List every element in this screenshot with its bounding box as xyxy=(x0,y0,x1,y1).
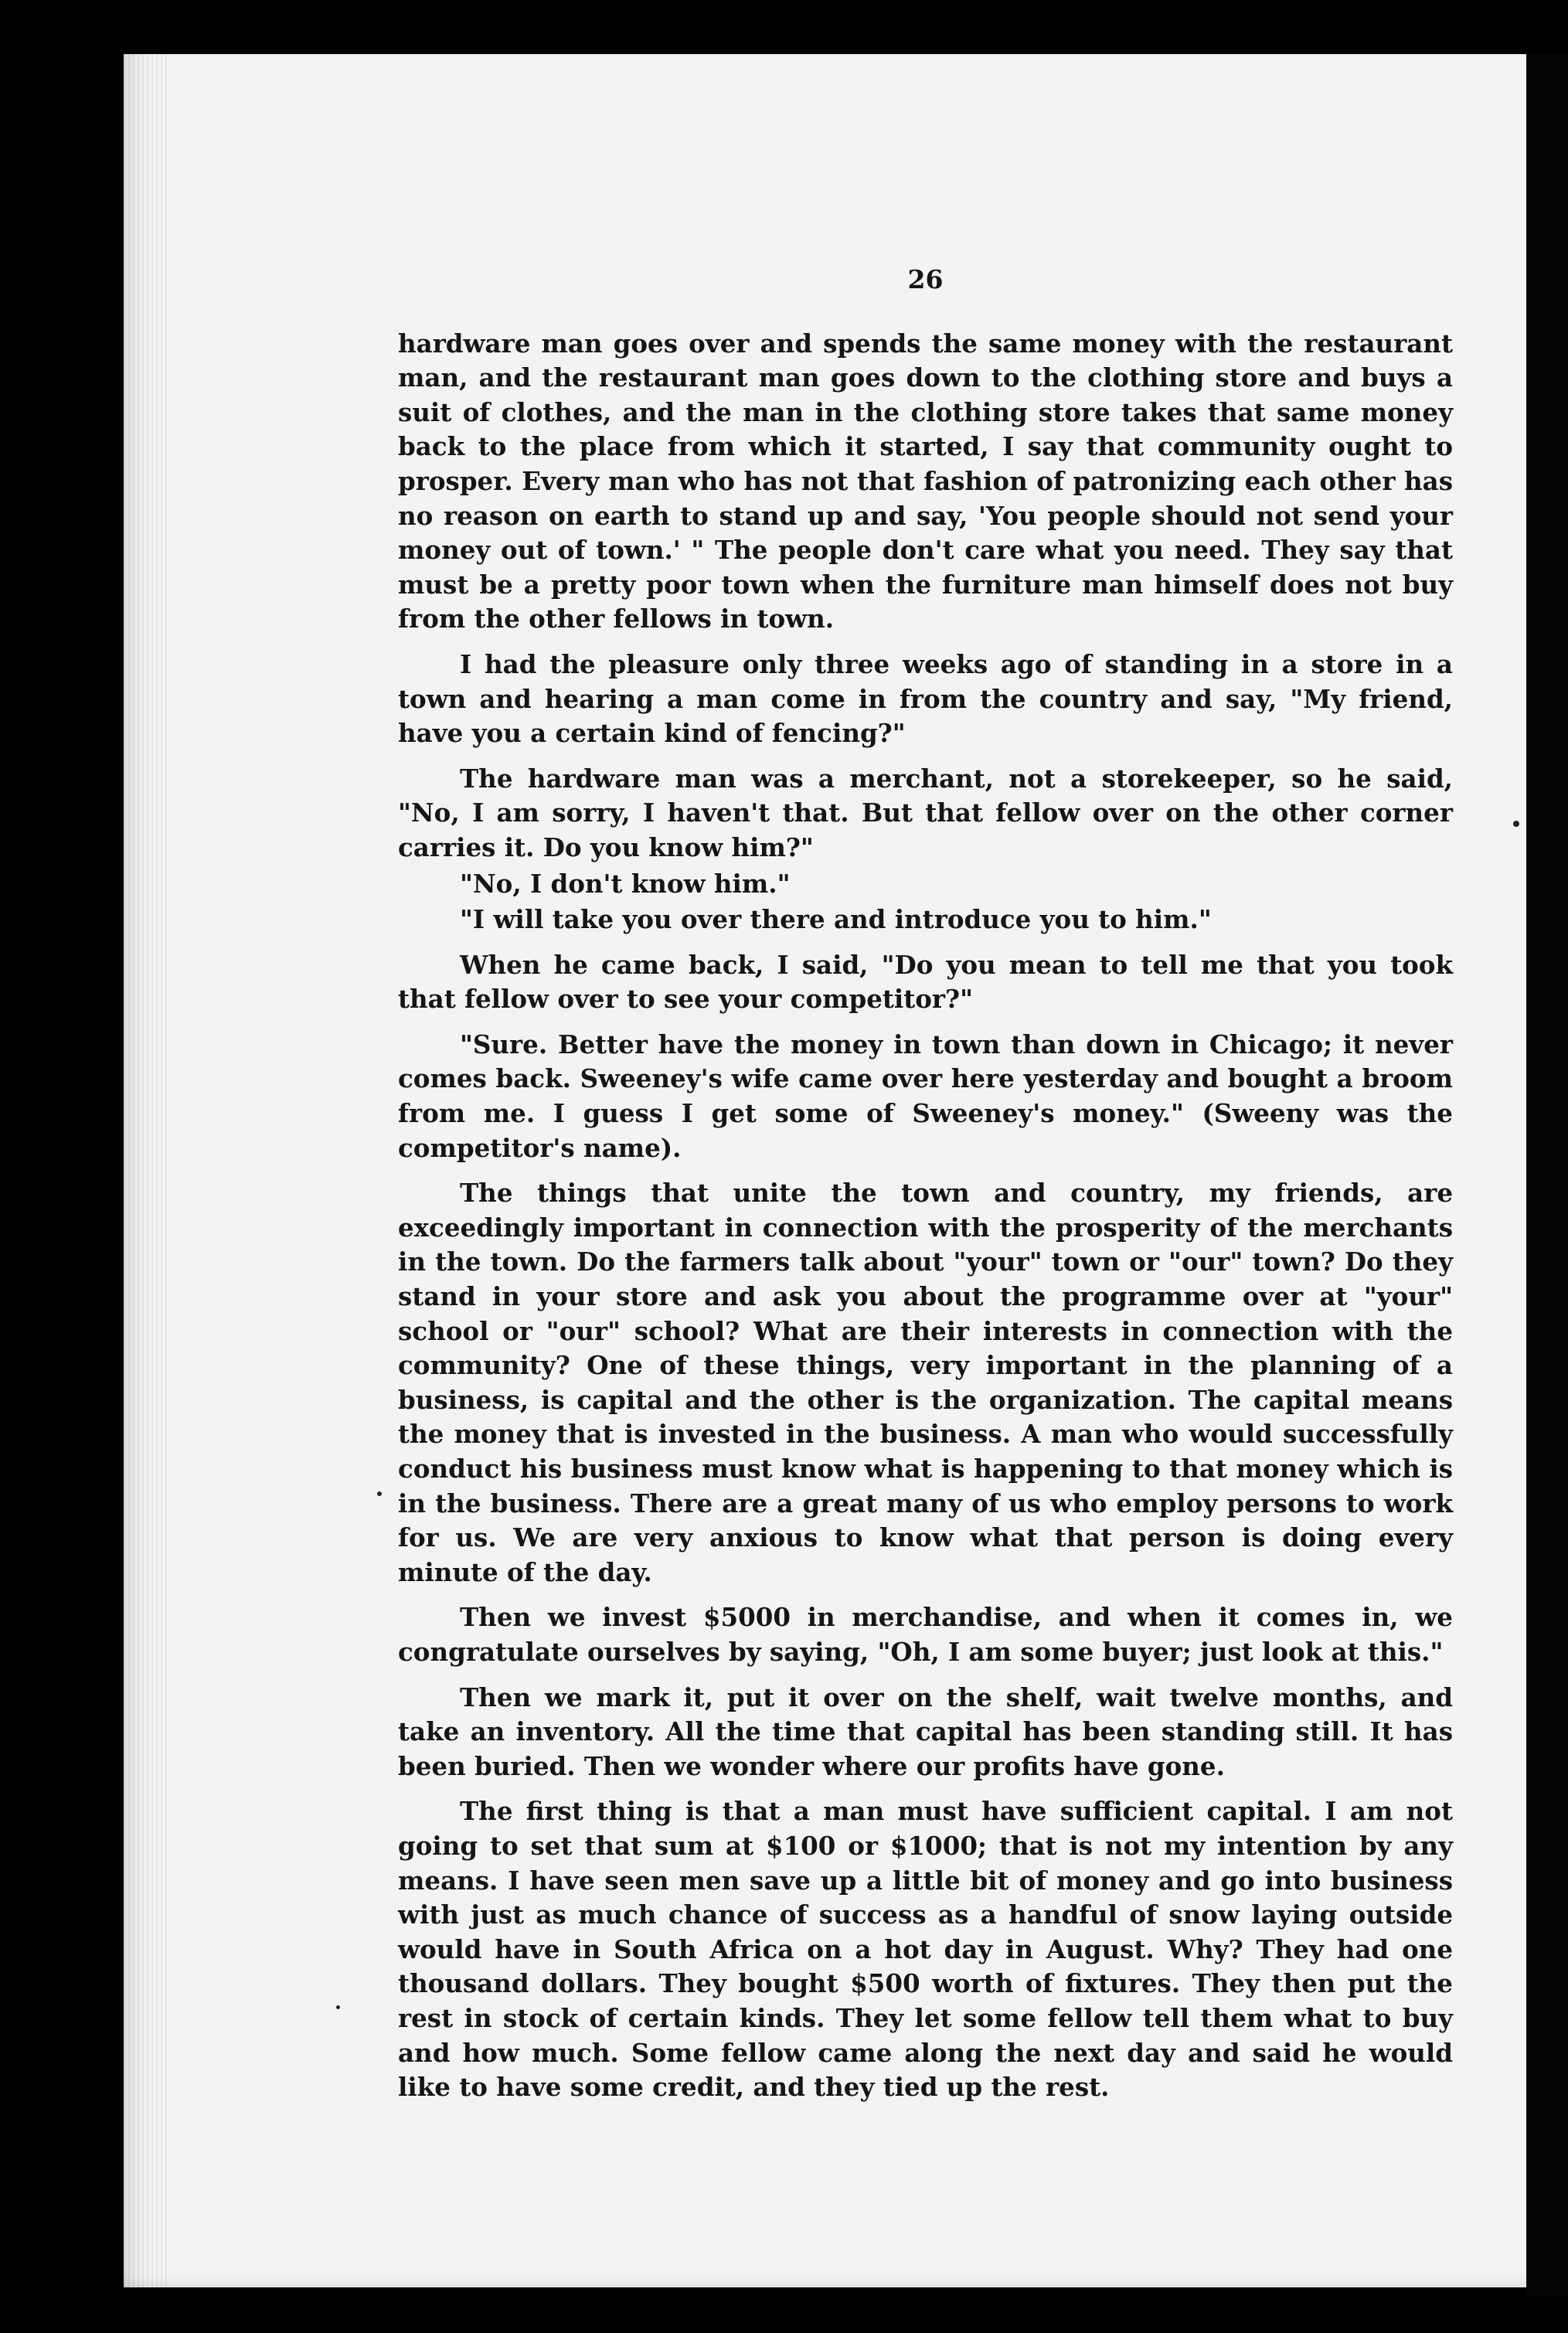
paragraph: hardware man goes over and spends the same money with the restaurant man, and the restaurant man goes down to the clothing store and buys a suit of clothes, and the man in the clothing store takes that same money back to the place from which it started, I say that community ought to prosper. Every man who has not that fashion of patronizing each other has no reason on earth to stand up and say, 'You people should not send your money out of town.' " The people don't care what you need. They say that must be a pretty poor town when the furniture man himself does not buy from the other fellows in town. xyxy=(398,328,1453,634)
scan-border xyxy=(1526,54,1568,2295)
paragraph: I had the pleasure only three weeks ago of standing in a store in a town and hearing a man come in from the country and say, "My friend, have you a certain kind of fencing?" xyxy=(398,648,1453,749)
page-body xyxy=(398,263,1453,2116)
paragraph: "Sure. Better have the money in town than down in Chicago; it never comes back. Sweeney's wife came over here yesterday and bought a broom from me. I guess I get some of Sweeney's money." (Sweeny was the competitor's name). xyxy=(398,1029,1453,1163)
page-binding-edge xyxy=(124,54,170,2287)
scan-speck xyxy=(336,2005,340,2009)
scan-speck xyxy=(1513,821,1519,827)
page-number: 26 xyxy=(907,264,944,294)
scan-speck xyxy=(377,1491,382,1496)
paragraph: When he came back, I said, "Do you mean to tell me that you took that fellow over to see your competitor?" xyxy=(398,949,1453,1015)
paragraph: The things that unite the town and country, my friends, are exceedingly important in connection with the prosperity of the merchants in the town. Do the farmers talk about "your" town or "our" town? Do they stand in your store and ask you about the programme over at "your" school or "our" school? What are their interests in connection with the community? One of these things, very important in the planning of a business, is capital and the other is the organization. The capital means the money that is invested in the business. A man who would successfully conduct his business must know what is happening to that money which is in the business. There are a great many of us who employ persons to work for us. We are very anxious to know what that person is doing every minute of the day. xyxy=(398,1178,1453,1587)
paragraph: The first thing is that a man must have sufficient capital. I am not going to set that sum at $100 or $1000; that is not my intention by any means. I have seen men save up a little bit of money and go into business with just as much chance of success as a handful of snow laying outside would have in South Africa on a hot day in August. Why? They had one thousand dollars. They bought $500 worth of fixtures. They then put the rest in stock of certain kinds. They let some fellow tell them what to buy and how much. Some fellow came along the next day and said he would like to have some credit, and they tied up the rest. xyxy=(398,1796,1453,2103)
paragraph: Then we invest $5000 in merchandise, and when it comes in, we congratulate ourselves by saying, "Oh, I am some buyer; just look at this." xyxy=(398,1602,1453,1667)
paragraph: Then we mark it, put it over on the shelf, wait twelve months, and take an inventory. All the time that capital has been standing still. It has been buried. Then we wonder where our profits have gone. xyxy=(398,1682,1453,1781)
paragraph: The hardware man was a merchant, not a storekeeper, so he said, "No, I am sorry, I haven't that. But that fellow over on the other corner carries it. Do you know him?" xyxy=(398,763,1453,862)
paragraph: "No, I don't know him." xyxy=(460,868,791,899)
paragraph: "I will take you over there and introduce you to him." xyxy=(460,904,1212,935)
